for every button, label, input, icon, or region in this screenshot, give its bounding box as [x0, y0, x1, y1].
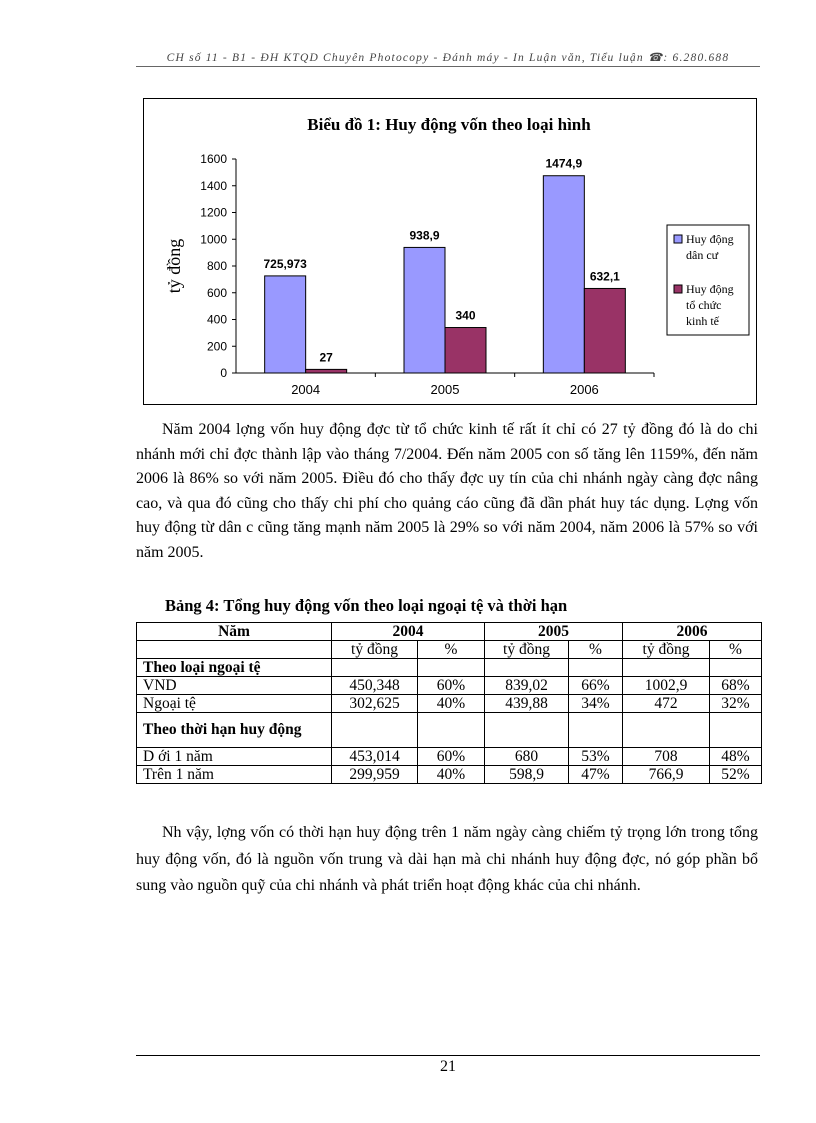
page-number: 21 [440, 1058, 456, 1075]
y-tick-label: 800 [206, 259, 227, 273]
legend-swatch [674, 285, 682, 293]
bar [584, 288, 625, 373]
row-label: D ới 1 năm [137, 748, 332, 766]
bar [306, 369, 347, 373]
y-tick-label: 200 [206, 339, 227, 354]
unit-cell: % [418, 641, 485, 659]
bar-data-label: 27 [319, 350, 333, 365]
table-cell: 766,9 [623, 766, 710, 784]
bar-data-label: 632,1 [589, 269, 620, 284]
unit-cell: % [710, 641, 762, 659]
row-label: Ngoại tệ [137, 695, 332, 713]
table-cell: 839,02 [485, 677, 569, 695]
x-tick-label: 2006 [569, 382, 599, 397]
y-tick-label: 1200 [200, 205, 227, 220]
table-row [137, 695, 762, 713]
table-cell: 60% [418, 677, 485, 695]
y-tick-label: 0 [220, 366, 227, 380]
bar-chart [144, 99, 756, 404]
table-cell: 48% [710, 748, 762, 766]
table-cell: 453,014 [332, 748, 418, 766]
y-tick-label: 1000 [200, 232, 227, 247]
legend-label: dân cư [686, 248, 719, 262]
paragraph-1: Năm 2004 lợng vốn huy động đợc từ tổ chức kinh tế rất ít chỉ có 27 tỷ đồng đó là do chi nhánh mới chỉ đợc thành lập vào tháng 7/2004. Đến năm 2005 con số tăng lên 1159%, đến năm 2006 là 86% so với năm 2005. Điều đó cho thấy đợc uy tín của chi nhánh ngày càng đợc nâng cao, và qua đó cũng cho thấy chi phí cho quảng cáo cũng đã dần phát huy tác dụng. Lợng vốn huy động từ dân c cũng tăng mạnh năm 2005 là 29% so với năm 2004, năm 2006 là 57% so với năm 2005. [136, 421, 758, 561]
table-cell: 47% [569, 766, 623, 784]
row-label: VND [137, 677, 332, 695]
table-cell: 680 [485, 748, 569, 766]
table-cell: 68% [710, 677, 762, 695]
paragraph-2: Nh vậy, lợng vốn có thời hạn huy động trên 1 năm ngày càng chiếm tỷ trọng lớn trong tổng huy động vốn, đó là nguồn vốn trung và dài hạn mà chi nhánh huy động đợc, nó góp phần bổ sung vào nguồn quỹ của chi nhánh và phát triển hoạt động khác của chi nhánh. [136, 824, 758, 894]
unit-cell: % [569, 641, 623, 659]
x-tick-label: 2004 [291, 382, 321, 397]
data-table [136, 622, 762, 784]
table-header-row [137, 623, 762, 641]
y-axis-label: tỷ đồng [164, 238, 184, 294]
table-cell: 60% [418, 748, 485, 766]
unit-cell: tỷ đồng [623, 641, 710, 659]
legend-label: kinh tế [686, 314, 719, 328]
chart-title: Biểu đồ 1: Huy động vốn theo loại hình [307, 115, 591, 134]
bar [404, 247, 445, 373]
table-cell: 66% [569, 677, 623, 695]
legend-swatch [674, 235, 682, 243]
empty-cell [137, 641, 332, 659]
page-header: CH số 11 - B1 - ĐH KTQD Chuyên Photocopy - Đánh máy - In Luận văn, Tiểu luận ☎: 6.280.688 [166, 52, 730, 64]
header-rule [136, 66, 760, 67]
unit-cell: tỷ đồng [485, 641, 569, 659]
bar [265, 276, 306, 373]
year-cell: 2004 [332, 623, 485, 641]
table-row [137, 766, 762, 784]
table-section-row [137, 659, 762, 677]
y-tick-label: 600 [206, 285, 227, 300]
bar-data-label: 1474,9 [545, 156, 583, 171]
bar [543, 176, 584, 373]
chart-frame [143, 98, 757, 405]
table-title: Bảng 4: Tổng huy động vốn theo loại ngoại tệ và thời hạn [165, 596, 568, 615]
table-row [137, 677, 762, 695]
section-label: Theo loại ngoại tệ [137, 659, 332, 677]
y-tick-label: 400 [206, 312, 227, 327]
table-subheader-row [137, 641, 762, 659]
table-cell: 299,959 [332, 766, 418, 784]
section-label: Theo thời hạn huy động [137, 713, 332, 748]
x-tick-label: 2005 [430, 382, 460, 397]
row-label: Trên 1 năm [137, 766, 332, 784]
year-cell: 2006 [623, 623, 762, 641]
table-cell: 32% [710, 695, 762, 713]
table-cell: 52% [710, 766, 762, 784]
table-cell: 34% [569, 695, 623, 713]
table-row [137, 748, 762, 766]
year-header: Năm [137, 623, 332, 641]
table-cell: 708 [623, 748, 710, 766]
y-tick-label: 1600 [200, 152, 227, 166]
table-cell: 40% [418, 766, 485, 784]
unit-cell: tỷ đồng [332, 641, 418, 659]
bar-data-label: 938,9 [409, 228, 440, 243]
bar [445, 328, 486, 373]
table-section-row [137, 713, 762, 748]
table-cell: 439,88 [485, 695, 569, 713]
year-cell: 2005 [485, 623, 623, 641]
table-cell: 53% [569, 748, 623, 766]
legend-label: Huy động [686, 232, 734, 246]
legend-label: tổ chức [686, 298, 722, 312]
footer-rule [136, 1055, 760, 1056]
table-cell: 302,625 [332, 695, 418, 713]
bar-data-label: 340 [455, 308, 476, 323]
table-cell: 40% [418, 695, 485, 713]
table-cell: 450,348 [332, 677, 418, 695]
table-cell: 598,9 [485, 766, 569, 784]
table-cell: 472 [623, 695, 710, 713]
legend-label: Huy động [686, 282, 734, 296]
table-cell: 1002,9 [623, 677, 710, 695]
y-tick-label: 1400 [200, 178, 227, 193]
bar-data-label: 725,973 [263, 256, 307, 271]
